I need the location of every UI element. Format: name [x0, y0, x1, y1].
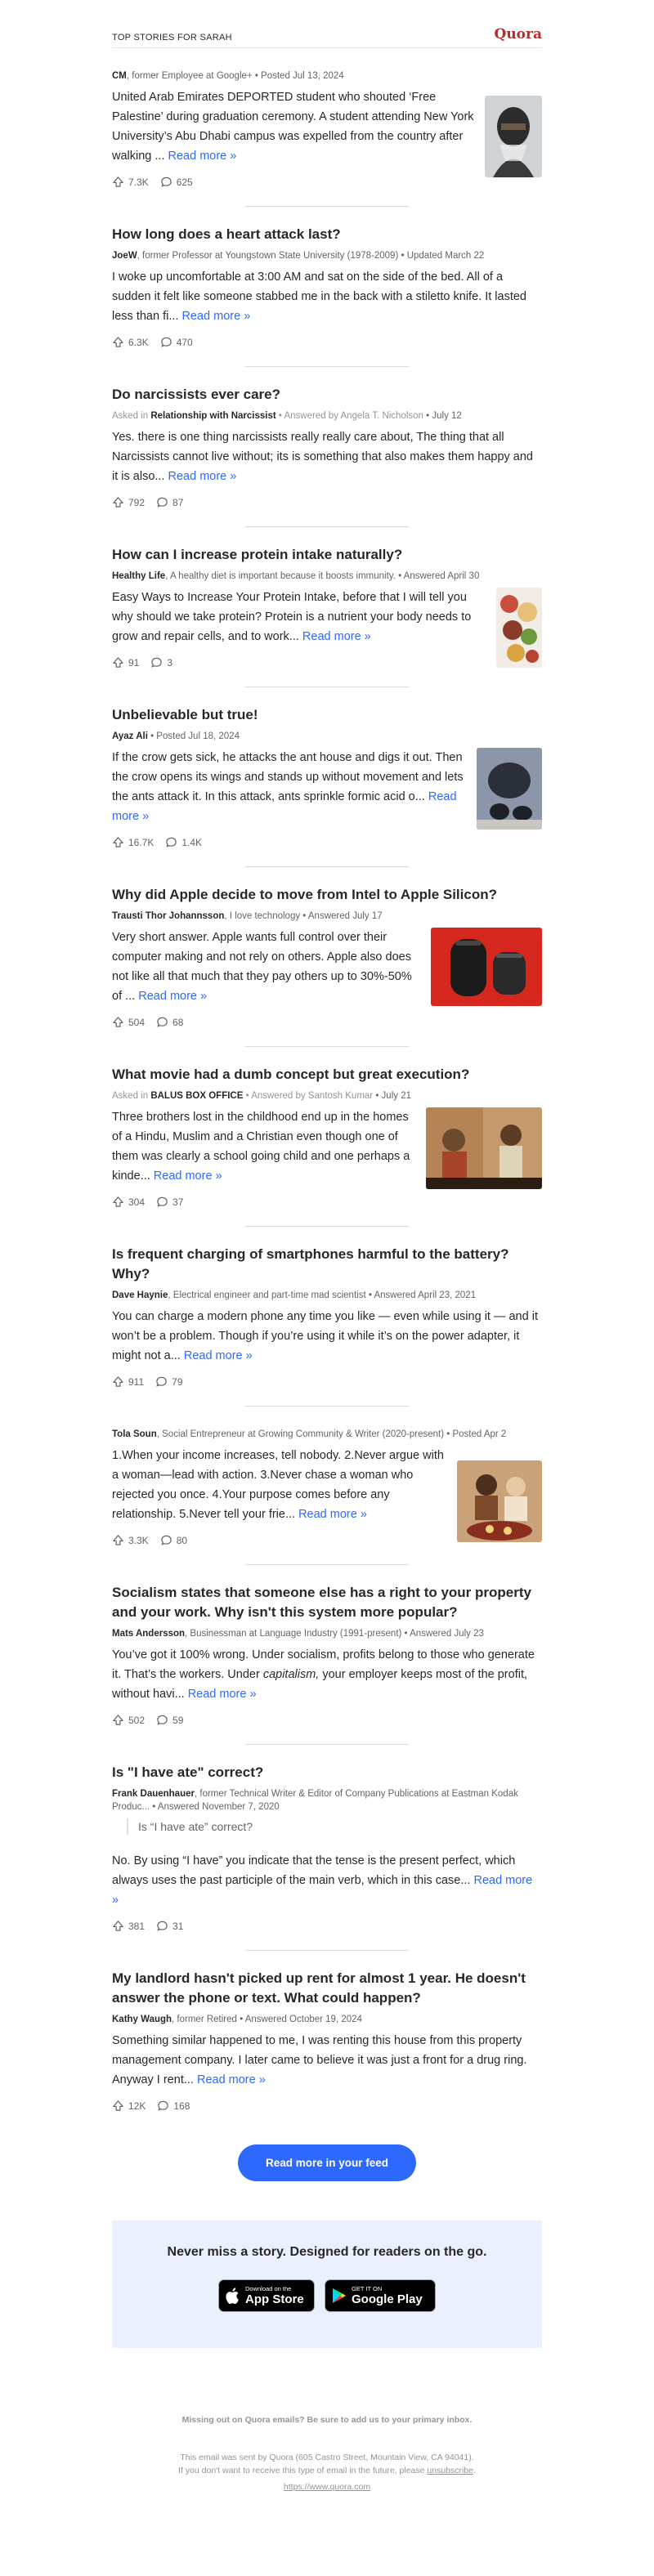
cta-container	[112, 2144, 542, 2181]
story-stats	[112, 2100, 542, 2112]
comment-icon	[157, 2100, 169, 2112]
author-name[interactable]: Trausti Thor Johannsson	[112, 911, 225, 921]
author-name[interactable]: Dave Haynie	[112, 1290, 168, 1300]
upvote-icon	[112, 836, 124, 848]
question-title[interactable]: Unbelievable but true!	[112, 707, 258, 722]
comment-button[interactable]: 79	[155, 1375, 182, 1388]
story-text: You can charge a modern phone any time you like — even while using it — and it won’t be a problem. Though if you’re using it while it’s on the power adapter, it might not a... Read more »	[112, 1310, 538, 1362]
story-meta: Asked in Relationship with Narcissist • Answered by Angela T. Nicholson • July 12	[112, 411, 462, 421]
story-stats	[112, 1196, 542, 1208]
quora-logo[interactable]: Quora	[494, 26, 542, 42]
comment-button[interactable]: 37	[156, 1196, 183, 1208]
upvote-icon	[112, 336, 124, 348]
story-meta: CM, former Employee at Google+ • Posted Jul 13, 2024	[112, 71, 344, 81]
story-meta: Ayaz Ali • Posted Jul 18, 2024	[112, 731, 240, 741]
story-card	[112, 1407, 542, 1564]
story-card	[112, 1227, 542, 1406]
unsubscribe-link[interactable]: unsubscribe	[427, 2466, 474, 2475]
upvote-icon	[112, 1920, 124, 1932]
question-title[interactable]: Is frequent charging of smartphones harmful to the battery? Why?	[112, 1246, 509, 1281]
story-stats	[112, 836, 542, 848]
upvote-icon	[112, 1534, 124, 1546]
story-stats	[112, 496, 542, 508]
app-badges	[112, 2279, 542, 2312]
story-thumbnail[interactable]	[496, 588, 542, 668]
question-title[interactable]: My landlord hasn't picked up rent for almost 1 year. He doesn't answer the phone or text. What could happen?	[112, 1970, 526, 2006]
story-stats	[112, 1375, 542, 1388]
read-more-link[interactable]: Read more »	[153, 1169, 222, 1183]
read-more-link[interactable]: Read more »	[183, 1349, 253, 1362]
quoted-question: Is “I have ate” correct?	[127, 1818, 542, 1835]
story-text: United Arab Emirates DEPORTED student who shouted ‘Free Palestine’ during graduation ceremony. A student attending New York University’s Abu Dhabi campus was expelled from the country after walking ... Read more »	[112, 91, 474, 163]
comment-button[interactable]: 470	[160, 336, 193, 348]
comment-icon	[156, 1714, 168, 1726]
header-title: TOP STORIES FOR SARAH	[112, 33, 232, 42]
app-store-badge[interactable]: Download on the App Store	[218, 2279, 315, 2312]
story-card	[112, 48, 542, 206]
question-title[interactable]: Socialism states that someone else has a right to your property and your work. Why isn't this system more popular?	[112, 1585, 531, 1620]
story-text: Easy Ways to Increase Your Protein Intake, before that I will tell you why should we take protein? Protein is a nutrient your body needs to grow and repair cells, and to work... Read more »	[112, 591, 472, 643]
story-text: Three brothers lost in the childhood end up in the homes of a Hindu, Muslim and a Christian even though one of them was clearly a school going child and one perhaps a kinde... Read more »	[112, 1111, 410, 1183]
story-card	[112, 1565, 542, 1744]
upvote-button[interactable]: 304	[112, 1196, 145, 1208]
story-meta: Mats Andersson, Businessman at Language Industry (1991-present) • Answered July 23	[112, 1629, 484, 1639]
upvote-button[interactable]: 3.3K	[112, 1534, 149, 1546]
question-title[interactable]: Why did Apple decide to move from Intel to Apple Silicon?	[112, 887, 497, 902]
comment-button[interactable]: 31	[156, 1920, 183, 1932]
read-more-link[interactable]: Read more »	[168, 470, 237, 483]
read-more-link[interactable]: Read more »	[302, 630, 371, 643]
upvote-button[interactable]: 16.7K	[112, 836, 154, 848]
comment-button[interactable]: 87	[156, 496, 183, 508]
author-name[interactable]: Kathy Waugh	[112, 2015, 172, 2024]
email-footer	[112, 2413, 542, 2493]
story-stats	[112, 656, 542, 669]
app-promo	[112, 2220, 542, 2348]
story-thumbnail[interactable]	[457, 1460, 542, 1542]
story-meta: JoeW, former Professor at Youngstown State University (1978-2009) • Updated March 22	[112, 251, 485, 261]
upvote-button[interactable]: 792	[112, 496, 145, 508]
comment-button[interactable]: 3	[150, 656, 172, 669]
story-text: Something similar happened to me, I was renting this house from this property management company. I later came to believe it was just a front for a drug ring. Anyway I rent... Read more »	[112, 2034, 527, 2086]
upvote-button[interactable]: 6.3K	[112, 336, 149, 348]
read-more-link[interactable]: Read more »	[187, 1688, 257, 1701]
email-header	[112, 15, 542, 48]
comment-button[interactable]: 68	[156, 1016, 183, 1028]
upvote-button[interactable]: 381	[112, 1920, 145, 1932]
story-meta: Healthy Life, A healthy diet is important because it boosts immunity. • Answered April 30	[112, 571, 480, 581]
footer-sent-by: This email was sent by Quora (605 Castro Street, Mountain View, CA 94041).	[180, 2453, 474, 2462]
story-stats	[112, 1714, 542, 1726]
comment-icon	[156, 1196, 168, 1208]
google-play-badge[interactable]: GET IT ON Google Play	[325, 2279, 436, 2312]
upvote-button[interactable]: 502	[112, 1714, 145, 1726]
comment-icon	[160, 336, 172, 348]
story-text: Yes. there is one thing narcissists really really care about, The thing that all Narcissists cannot live without; its is something that also makes them happy and it is also... Read more »	[112, 431, 533, 483]
story-text: Very short answer. Apple wants full control over their computer making and not rely on others. Apple also does not like all that much that they pay others up to 30%-50% of ... Read more »	[112, 931, 412, 1003]
upvote-button[interactable]: 504	[112, 1016, 145, 1028]
story-thumbnail[interactable]	[426, 1107, 542, 1189]
story-meta: Frank Dauenhauer, former Technical Writer & Editor of Company Publications at Eastman Kodak Produc... • Answered November 7, 2020	[112, 1789, 518, 1812]
story-card	[112, 687, 542, 866]
story-card	[112, 207, 542, 366]
story-text: You’ve got it 100% wrong. Under socialism, profits belong to those who generate it. That’s the workers. Under capitalism, your employer keeps most of the profit, without havi... Read more »	[112, 1648, 535, 1701]
comment-button[interactable]: 168	[157, 2100, 190, 2112]
quora-url-link[interactable]: https://www.quora.com	[283, 2482, 371, 2492]
story-text: No. By using “I have” you indicate that the tense is the present perfect, which always uses the past participle of the main verb, which in this case... Read more »	[112, 1854, 533, 1907]
comment-icon	[155, 1375, 168, 1388]
upvote-button[interactable]: 91	[112, 656, 139, 669]
comment-button[interactable]: 59	[156, 1714, 183, 1726]
question-title[interactable]: How long does a heart attack last?	[112, 226, 341, 242]
question-title[interactable]: How can I increase protein intake naturally?	[112, 547, 403, 562]
question-title[interactable]: What movie had a dumb concept but great execution?	[112, 1067, 470, 1082]
story-card	[112, 867, 542, 1046]
google-play-icon	[332, 2288, 347, 2304]
story-card	[112, 367, 542, 526]
read-more-link[interactable]: Read more »	[112, 1874, 533, 1907]
upvote-icon	[112, 2100, 124, 2112]
space-name[interactable]: Relationship with Narcissist	[150, 411, 276, 421]
comment-button[interactable]: 80	[160, 1534, 187, 1546]
story-stats	[112, 1016, 542, 1028]
story-stats	[112, 336, 542, 348]
comment-icon	[156, 496, 168, 508]
upvote-button[interactable]: 7.3K	[112, 176, 149, 188]
read-more-link[interactable]: Read more »	[181, 310, 251, 323]
story-card	[112, 1951, 542, 2130]
footer-unsubscribe-line: If you don't want to receive this type of email in the future, please unsubscribe.	[178, 2466, 476, 2475]
author-name[interactable]: Ayaz Ali	[112, 731, 148, 741]
author-name[interactable]: CM	[112, 71, 127, 81]
comment-icon	[160, 176, 172, 188]
question-title[interactable]: Is "I have ate" correct?	[112, 1764, 264, 1780]
read-more-link[interactable]: Read more »	[196, 2073, 266, 2086]
comment-icon	[156, 1920, 168, 1932]
author-name[interactable]: Frank Dauenhauer	[112, 1789, 195, 1799]
comment-icon	[165, 836, 177, 848]
story-meta: Tola Soun, Social Entrepreneur at Growing Community & Writer (2020-present) • Posted Apr 2	[112, 1429, 507, 1439]
story-meta: Asked in BALUS BOX OFFICE • Answered by Santosh Kumar • July 21	[112, 1091, 411, 1101]
comment-button[interactable]: 1.4K	[165, 836, 202, 848]
comment-button[interactable]: 625	[160, 176, 193, 188]
story-meta: Trausti Thor Johannsson, I love technology • Answered July 17	[112, 911, 383, 921]
author-name[interactable]: JoeW	[112, 251, 137, 261]
story-card	[112, 1745, 542, 1950]
read-more-link[interactable]: Read more »	[112, 790, 457, 823]
read-more-link[interactable]: Read more »	[168, 150, 237, 163]
story-text: I woke up uncomfortable at 3:00 AM and sat on the side of the bed. All of a sudden it felt like someone stabbed me in the back with a stiletto knife. It lasted less than fi... Read more »	[112, 271, 526, 323]
promo-title: Never miss a story. Designed for readers on the go.	[167, 2245, 487, 2259]
comment-icon	[156, 1016, 168, 1028]
story-stats	[112, 176, 542, 188]
upvote-button[interactable]: 12K	[112, 2100, 146, 2112]
story-meta: Dave Haynie, Electrical engineer and part-time mad scientist • Answered April 23, 2021	[112, 1290, 477, 1300]
read-more-link[interactable]: Read more »	[138, 990, 208, 1003]
story-thumbnail[interactable]	[431, 928, 542, 1006]
story-text: 1.When your income increases, tell nobody. 2.Never argue with a woman—lead with action. 3.Never chase a woman who rejected you once. 4.Your purpose comes before any relationship. 5.Never tell your frie... Read more »	[112, 1449, 444, 1521]
upvote-button[interactable]: 911	[112, 1375, 144, 1388]
apple-icon	[226, 2287, 240, 2305]
upvote-icon	[112, 176, 124, 188]
author-name[interactable]: Healthy Life	[112, 571, 166, 581]
footer-missing: Missing out on Quora emails? Be sure to add us to your primary inbox.	[181, 2415, 473, 2425]
upvote-icon	[112, 1016, 124, 1028]
story-thumbnail[interactable]	[485, 96, 542, 177]
story-thumbnail[interactable]	[477, 748, 542, 830]
story-meta: Kathy Waugh, former Retired • Answered October 19, 2024	[112, 2015, 362, 2024]
read-more-feed-button[interactable]: Read more in your feed	[238, 2144, 416, 2181]
comment-icon	[150, 656, 163, 669]
upvote-icon	[112, 1196, 124, 1208]
upvote-icon	[112, 1375, 124, 1388]
story-card	[112, 527, 542, 686]
author-name[interactable]: Tola Soun	[112, 1429, 157, 1439]
story-stats	[112, 1920, 542, 1932]
upvote-icon	[112, 1714, 124, 1726]
question-title[interactable]: Do narcissists ever care?	[112, 387, 281, 402]
story-text: If the crow gets sick, he attacks the ant house and digs it out. Then the crow opens its wings and stands up without movement and lets the ants attack it. In this attack, ants sprinkle formic acid o... Read more »	[112, 751, 464, 823]
space-name[interactable]: BALUS BOX OFFICE	[150, 1091, 244, 1101]
upvote-icon	[112, 496, 124, 508]
comment-icon	[160, 1534, 172, 1546]
story-card	[112, 1047, 542, 1226]
author-name[interactable]: Mats Andersson	[112, 1629, 186, 1639]
read-more-link[interactable]: Read more »	[298, 1508, 367, 1521]
upvote-icon	[112, 656, 124, 669]
